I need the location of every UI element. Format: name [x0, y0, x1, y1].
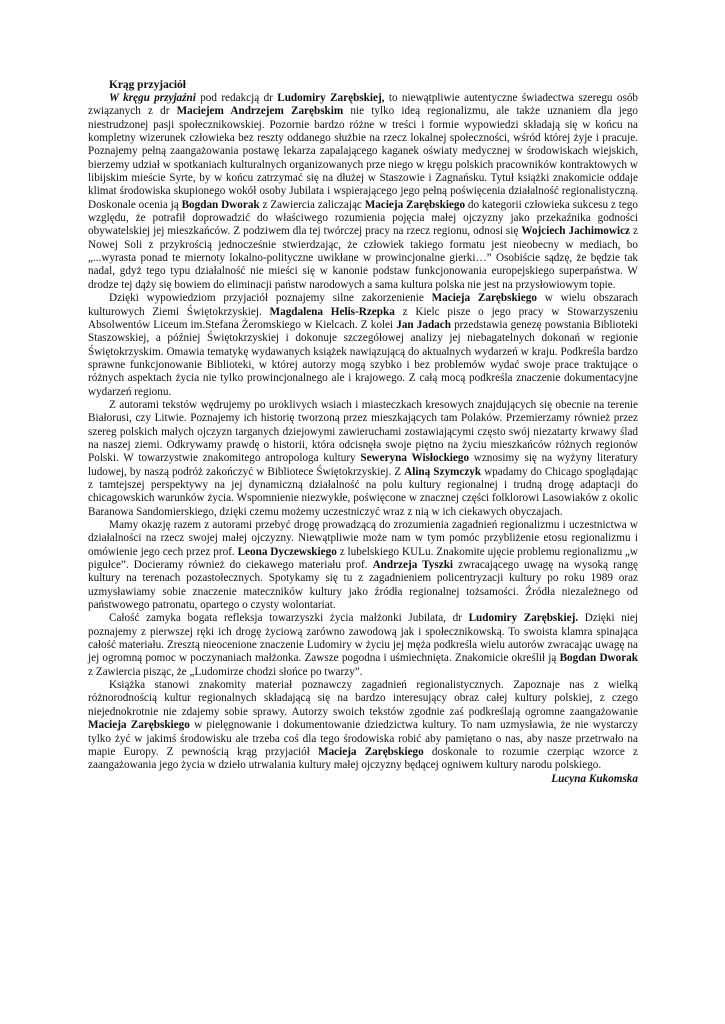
article-title: Krąg przyjaciół	[109, 79, 186, 91]
emphasized-text: W kręgu przyjaźni	[109, 92, 196, 104]
emphasized-text: Macieja Zarębskiego	[431, 292, 537, 305]
emphasized-text: Macieja Zarębskiego	[364, 198, 466, 211]
emphasized-text: Ludomiry Zarębskiej.	[468, 612, 579, 625]
paragraph-text: to niewątpliwie autentyczne świadectwa szeregu osób związanych z dr	[88, 92, 638, 118]
emphasized-text: Macieja Zarębskiego	[88, 719, 190, 732]
emphasized-text: Bogdan Dworak	[559, 652, 638, 665]
paragraph-text: doskonale to rozumie czerpiąc wzorce z zaangażowania jego życia w dzieło utrwalania kultury małej ojczyzny będącej ogniwem kultury narodu polskiego.	[88, 745, 639, 772]
paragraph-text: wznosimy się na wyżyny literatury ludowej, by naszą podróż zakończyć w Bibliotece Świętokrzyskiej. Z	[88, 452, 638, 478]
emphasized-text: Jan Jadach	[396, 318, 451, 331]
emphasized-text: Macieja Zarębskiego	[318, 745, 424, 758]
emphasized-text: Bogdan Dworak	[181, 198, 260, 211]
paragraph-text: z Kielc pisze o jego pracy w Stowarzyszeniu Absolwentów Liceum im.Stefana Żeromskiego w Kielcach. Z kolei	[88, 305, 638, 331]
article-paragraph	[88, 519, 638, 612]
paragraph-text: Dzięki wypowiedziom przyjaciół poznajemy silne zakorzenienie	[109, 292, 432, 305]
article-paragraph	[88, 399, 638, 519]
article-paragraph	[88, 292, 638, 399]
emphasized-text: Aliną Szymczyk	[404, 465, 482, 478]
emphasized-text: Leona Dyczewskiego	[237, 545, 337, 558]
document-page	[88, 78, 638, 797]
paragraph-text: Książka stanowi znakomity materiał poznawczy zagadnień regionalistycznych. Zapoznaje nas z wielką różnorodnością kultur regionalnych składającą się na bardzo interesujący obraz całej kultury polskiej, z czego niejednokrotnie nie zdajemy sobie sprawy. Autorzy swoich tekstów zgodnie zaś podkreślają ogromne zaangażowanie	[88, 679, 638, 718]
article-paragraph	[88, 92, 638, 292]
emphasized-text: Andrzeja Tyszki	[372, 559, 454, 572]
paragraph-text: z Nowej Soli z przykrością jednocześnie stwierdzając, że człowiek takiego formatu jest nieobecny w mediach, bo „...wyrasta ponad te miernoty lokalno-polityczne uwikłane w prowincjonalne gierki…” Osobiście sądzę, że będzie tak nadal, gdyż tego typu działalność nie mieści się w kanonie podstaw funkcjonowania europejskiego superpaństwa. W drodze tej dąży się bowiem do eliminacji państw narodowych a sama kultura polska nie jest na przysłowiowym topie.	[88, 225, 638, 291]
emphasized-text: Magdalena Helis-Rzepka	[269, 305, 395, 318]
emphasized-text: Ludomiry Zarębskiej,	[277, 92, 385, 104]
paragraph-text: zwracającego uwagę na wysoką rangę kultury na terenach pozastołecznych. Spotykamy się tu z zagadnieniem policentryzacji kultury po roku 1989 oraz uzmysławiamy sobie znaczenie mateczników kultury jako źródła regionalnej tożsamości. Źródła niezależnego od państwowego patronatu, opartego o czysty wolontariat.	[88, 559, 638, 612]
paragraph-text: Całość zamyka bogata refleksja towarzyszki życia małżonki Jubilata, dr	[109, 612, 469, 625]
paragraph-text: z lubelskiego KULu. Znakomite ujęcie problemu regionalizmu „w pigułce”. Docieramy również do ciekawego materiału prof.	[88, 545, 638, 572]
paragraph-text: nie tylko ideą regionalizmu, ale także uznaniem dla jego niestrudzonej pasji społecznikowskiej. Pozornie bardzo różne w treści i formie wypowiedzi składają się w końcu na kompletny wizerunek człowieka bez reszty oddanego służbie na rzecz lokalnej społeczności, wśród której żyje i pracuje. Poznajemy pełną zaangażowania postawę lekarza zapalającego kaganek oświaty medycznej w środowiskach wiejskich, bierzemy udział w spotkaniach kulturalnych organizowanych prze niego w kręgu polskich pracowników kontraktowych w libijskim mieście Syrte, by w końcu zatrzymać się na dłużej w Staszowie i Zagnańsku. Tytuł książki znakomicie oddaje klimat środowiska skupionego wokół osoby Jubilata i wspierającego jego pełną poświęcenia działalność regionalistyczną. Doskonale ocenia ją	[88, 105, 638, 211]
paragraph-text: do kategorii człowieka sukcesu z tego względu, że potrafił doprowadzić do właściwego rozumienia pojęcia małej ojczyzny jako przekaźnika godności obywatelskiej jej mieszkańców. Z podziwem dla tej twórczej pracy na rzecz regionu, odnosi się	[88, 198, 638, 238]
paragraph-text: Z autorami tekstów wędrujemy po uroklivych wsiach i miasteczkach kresowych znajdujących się obecnie na terenie Białorusi, czy Litwie. Poznajemy ich historię tworzoną przez mieszkających tam Polaków. Przemierzamy również przez szereg polskich małych ojczyzn targanych dziejowymi zawieruchami zostawiającymi często swój niezatarty krwawy ślad na naszej ziemi. Odkrywamy prawdę o historii, która odcisnęła swoje piętno na życiu mieszkańców różnych regionów Polski. W towarzystwie znakomitego antropologa kultury	[88, 398, 638, 465]
paragraph-text: pod redakcją dr	[195, 92, 278, 104]
emphasized-text: Seweryna Wisłockiego	[360, 452, 470, 465]
emphasized-text: Wojciech Jachimowicz	[521, 225, 631, 238]
article-paragraph	[88, 679, 638, 772]
article-body	[88, 92, 638, 773]
paragraph-text: wpadamy do Chicago spoglądając z tamtejszej perspektywy na jej dynamiczną działalność na polu kultury regionalnej i trudną drogę adaptacji do chicagowskich warunków życia. Wspomnienie niezwykłe, poświęcone w znacznej części folklorowi Lasowiaków z okolic Baranowa Sandomierskiego, dzięki czemu możemy uczestniczyć wraz z nią w ich ciekawych obyczajach.	[88, 465, 638, 518]
paragraph-text: w wielu obszarach kulturowych Ziemi Świętokrzyskiej.	[88, 292, 638, 318]
author-signature: Lucyna Kukomska	[551, 772, 638, 785]
paragraph-text: przedstawia genezę powstania Biblioteki Staszowskiej, a później Świętokrzyskiej i dokonuje szczegółowej analizy jej niebagatelnych dokonań w regionie Świętokrzyskim. Omawia tematykę wydawanych książek nawiązującą do aktualnych wydarzeń w kraju. Podkreśla bardzo sprawne funkcjonowanie Biblioteki, w której autorzy mogą szybko i bez problemów wydać swoje prace traktujące o różnych aspektach życia nie tylko prowincjonalnego ale i krajowego. Z całą mocą podkreśla znaczenie dokumentacyjne wydarzeń regionu.	[88, 318, 638, 398]
emphasized-text: Maciejem Andrzejem Zarębskim	[176, 105, 344, 118]
paragraph-text: z Zawiercia pisząc, że „Ludomirze chodzi słońce po twarzy”.	[88, 665, 363, 678]
paragraph-text: z Zawiercia zaliczając	[259, 198, 365, 211]
paragraph-text: w pielęgnowanie i dokumentowanie dziedzictwa kultury. To nam uzmysławia, że nie wystarczy tylko żyć w jakimś środowisku ale trzeba coś dla tego środowiska robić aby pamiętano o nas, aby nasze przetrwało na mapie Europy. Z pewnością krąg przyjaciół	[88, 719, 638, 758]
article-paragraph	[88, 612, 638, 679]
paragraph-text: Mamy okazję razem z autorami przebyć drogę prowadzącą do zrozumienia zagadnień regionalizmu i uczestnictwa w działalności na rzecz swojej małej ojczyzny. Niewątpliwie może nam w tym pomóc przybliżenie etosu regionalizmu i omówienie jego cech przez prof.	[88, 519, 638, 558]
paragraph-text: Dzięki niej poznajemy z pierwszej ręki ich drogę życiową zarówno zawodową jak i społecznikowską. To swoista klamra spinająca całość materiału. Zresztą nieocenione znaczenie Ludomiry w życiu jej męża podkreśla wielu autorów zwracając uwagę na jej ogromną pomoc w poczynaniach małżonka. Zawsze pogodna i uśmiechnięta. Znakomicie określił ją	[88, 612, 638, 665]
